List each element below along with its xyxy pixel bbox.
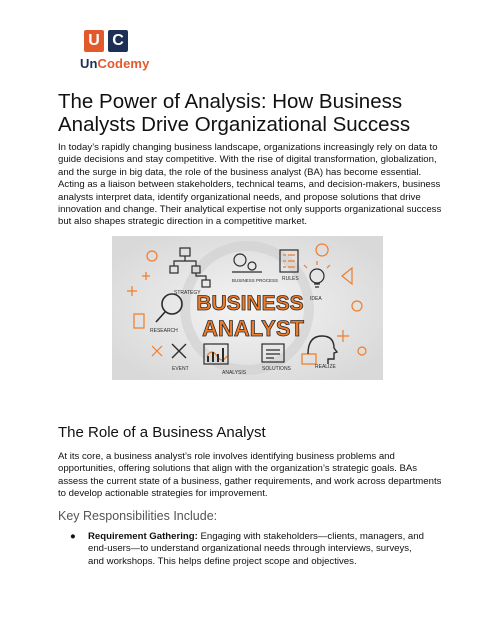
logo-wordmark (80, 56, 160, 71)
hero-label-solutions: SOLUTIONS (262, 366, 291, 372)
hero-label-realize: REALIZE (315, 364, 336, 370)
hero-label-event: EVENT (172, 366, 189, 372)
logo-wordmark-un: Un (80, 56, 98, 71)
list-item-body: Engaging with stakeholders—clients, managers, and end-users—to understand organizational needs through interviews, surveys, and workshops. This helps define project scope and objectives. (88, 531, 424, 567)
hero-label-research: RESEARCH (150, 328, 178, 334)
hero-label-rules: RULES (282, 276, 299, 282)
business-analyst-illustration-svg (112, 236, 383, 380)
page-title: The Power of Analysis: How Business Analysts Drive Organizational Success (58, 90, 411, 136)
hero-label-idea: IDEA (310, 296, 322, 302)
responsibilities-list (70, 531, 430, 568)
intro-paragraph: In today’s rapidly changing business landscape, organizations increasingly rely on data to guide decisions and stay competitive. With the rise of digital transformation, globalization, and the surge in big data, the role of the business analyst (BA) has become essential. Acting as a liaison between stakeholders, technical teams, and decision-makers, business analysts interpret data, identify organizational needs, and propose solutions that drive innovation and change. Their analytical expertise not only supports organizational success but also shapes strategic direction in a competitive market. (58, 142, 442, 228)
hero-word-analyst: ANALYST (202, 316, 304, 341)
hero-label-analysis: ANALYSIS (222, 370, 247, 376)
logo-wordmark-codemy: Codemy (97, 56, 150, 71)
responsibilities-heading: Key Responsibilities Include: (58, 509, 218, 523)
hero-label-strategy: STRATEGY (174, 290, 201, 296)
bullet-icon: ● (70, 531, 76, 542)
list-item (70, 531, 430, 568)
role-heading: The Role of a Business Analyst (58, 424, 266, 441)
list-item-bold: Requirement Gathering: (88, 531, 198, 542)
logo-letter-u: U (84, 30, 104, 52)
hero-label-business-process: BUSINESS PROCESS (232, 278, 279, 283)
list-item-text (88, 531, 430, 568)
uncodemy-logo (80, 30, 160, 78)
hero-word-business: BUSINESS (196, 292, 304, 315)
business-analyst-illustration (112, 236, 383, 380)
logo-mark (84, 30, 160, 52)
role-paragraph: At its core, a business analyst’s role involves identifying business problems and opportunities, offering solutions that align with the organization’s strategic goals. BAs assess the current state of a business, gather requirements, and work across departments to develop actionable strategies for improvement. (58, 451, 442, 500)
logo-letter-c: C (108, 30, 128, 52)
